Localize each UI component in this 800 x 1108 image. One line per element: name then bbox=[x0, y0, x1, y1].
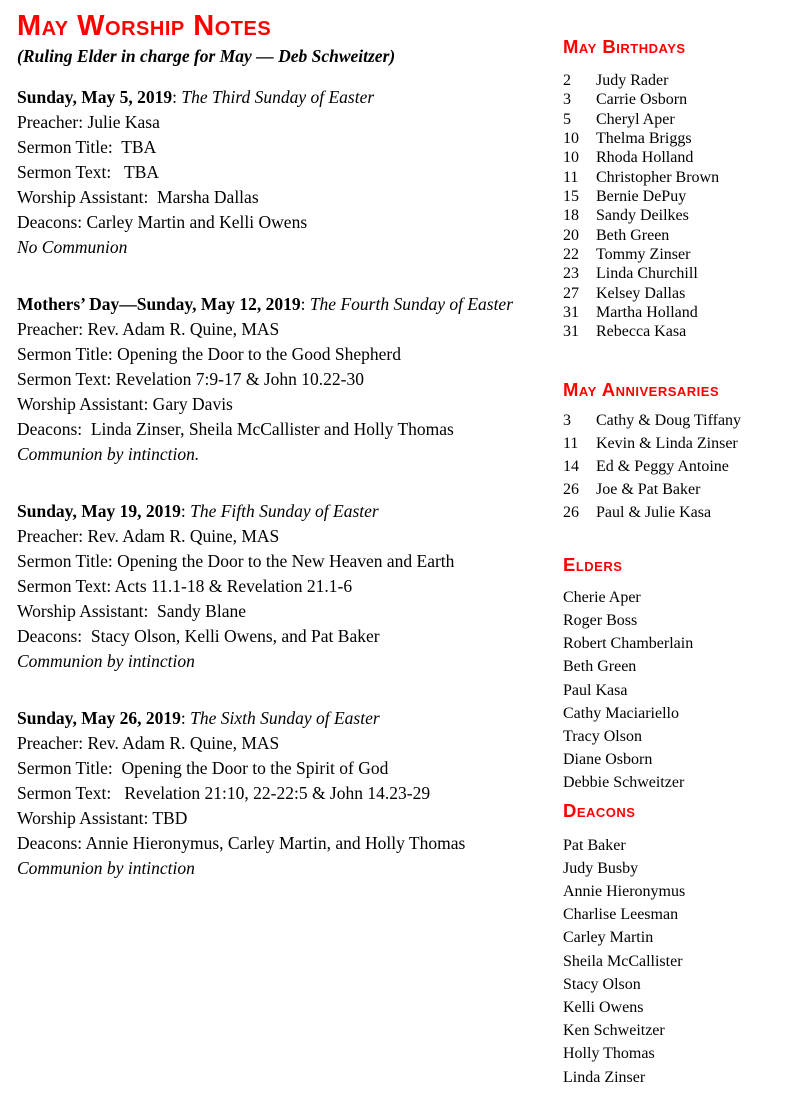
birthdays-list bbox=[563, 71, 790, 342]
birthday-day: 27 bbox=[563, 284, 579, 302]
service-detail-line: Sermon Text: Revelation 21:10, 22-22:5 & John 14.23-29 bbox=[17, 783, 431, 803]
birthday-row bbox=[563, 110, 790, 129]
anniversary-names: Joe & Pat Baker bbox=[596, 480, 701, 498]
birthday-row bbox=[563, 245, 790, 264]
communion-note: No Communion bbox=[17, 237, 128, 257]
birthday-day: 18 bbox=[563, 207, 579, 225]
service-detail-line: Preacher: Rev. Adam R. Quine, MAS bbox=[17, 526, 280, 546]
birthday-row bbox=[563, 71, 790, 90]
service-heading bbox=[17, 499, 553, 524]
ruling-elder-note: (Ruling Elder in charge for May — Deb Schweitzer) bbox=[17, 46, 396, 66]
anniversary-row bbox=[563, 455, 790, 478]
birthday-row bbox=[563, 187, 790, 206]
service-detail-line: Deacons: Linda Zinser, Sheila McCallister and Holly Thomas bbox=[17, 419, 454, 439]
deacons-heading: Deacons bbox=[563, 799, 636, 821]
elders-heading: Elders bbox=[563, 553, 623, 575]
service-detail-line: Worship Assistant: TBD bbox=[17, 808, 188, 828]
deacon-name: Carley Martin bbox=[563, 929, 654, 947]
service-detail-line: Deacons: Stacy Olson, Kelli Owens, and Pat Baker bbox=[17, 626, 380, 646]
birthday-row bbox=[563, 322, 790, 341]
service-detail-lines bbox=[17, 317, 553, 442]
deacon-name: Charlise Leesman bbox=[563, 906, 679, 924]
service-detail-lines bbox=[17, 731, 553, 856]
deacon-name: Holly Thomas bbox=[563, 1045, 655, 1063]
birthday-name: Thelma Briggs bbox=[596, 130, 692, 148]
anniversary-day: 14 bbox=[563, 457, 579, 475]
birthday-name: Beth Green bbox=[596, 226, 670, 244]
service-detail-lines bbox=[17, 110, 553, 235]
anniversary-row bbox=[563, 432, 790, 455]
elder-name: Cathy Maciariello bbox=[563, 704, 679, 722]
service-block-may-5 bbox=[17, 85, 553, 260]
birthday-row bbox=[563, 168, 790, 187]
service-detail-line: Deacons: Annie Hieronymus, Carley Martin, and Holly Thomas bbox=[17, 833, 466, 853]
elder-name: Robert Chamberlain bbox=[563, 635, 694, 653]
service-detail-line: Deacons: Carley Martin and Kelli Owens bbox=[17, 212, 308, 232]
birthday-day: 23 bbox=[563, 265, 579, 283]
service-date: Sunday, May 26, 2019 bbox=[17, 708, 181, 728]
birthday-name: Cheryl Aper bbox=[596, 110, 675, 128]
birthday-row bbox=[563, 226, 790, 245]
birthday-day: 10 bbox=[563, 149, 579, 167]
birthday-name: Martha Holland bbox=[596, 304, 698, 322]
service-block-may-12 bbox=[17, 292, 553, 467]
deacon-name: Kelli Owens bbox=[563, 999, 644, 1017]
service-season: The Fourth Sunday of Easter bbox=[309, 294, 514, 314]
page-title: May Worship Notes bbox=[17, 10, 272, 42]
elder-name: Paul Kasa bbox=[563, 681, 628, 699]
service-detail-line: Worship Assistant: Marsha Dallas bbox=[17, 187, 259, 207]
anniversary-row bbox=[563, 501, 790, 524]
birthday-name: Christopher Brown bbox=[596, 168, 720, 186]
birthday-day: 22 bbox=[563, 246, 579, 264]
service-detail-line: Preacher: Rev. Adam R. Quine, MAS bbox=[17, 319, 280, 339]
service-season: The Sixth Sunday of Easter bbox=[190, 708, 380, 728]
anniversaries-heading: May Anniversaries bbox=[563, 378, 720, 400]
service-detail-line: Sermon Title: Opening the Door to the Spirit of God bbox=[17, 758, 389, 778]
service-heading-separator: : bbox=[180, 708, 191, 728]
anniversary-row bbox=[563, 409, 790, 432]
birthday-day: 3 bbox=[563, 91, 571, 109]
anniversary-names: Paul & Julie Kasa bbox=[596, 503, 712, 521]
service-heading bbox=[17, 85, 553, 110]
birthday-day: 2 bbox=[563, 72, 571, 89]
birthday-day: 11 bbox=[563, 168, 579, 186]
elder-name: Cherie Aper bbox=[563, 588, 641, 606]
service-detail-line: Worship Assistant: Gary Davis bbox=[17, 394, 233, 414]
anniversary-names: Kevin & Linda Zinser bbox=[596, 434, 738, 452]
birthday-day: 20 bbox=[563, 226, 579, 244]
deacon-name: Judy Busby bbox=[563, 859, 639, 877]
service-detail-line: Preacher: Julie Kasa bbox=[17, 112, 160, 132]
birthday-row bbox=[563, 303, 790, 322]
anniversary-day: 3 bbox=[563, 411, 571, 429]
elder-name: Tracy Olson bbox=[563, 728, 642, 746]
birthday-name: Rhoda Holland bbox=[596, 149, 694, 167]
birthday-name: Sandy Deilkes bbox=[596, 207, 689, 225]
service-block-may-19 bbox=[17, 499, 553, 674]
service-detail-line: Preacher: Rev. Adam R. Quine, MAS bbox=[17, 733, 280, 753]
service-date: Sunday, May 19, 2019 bbox=[17, 501, 181, 521]
sidebar-column bbox=[563, 0, 790, 1108]
service-season: The Third Sunday of Easter bbox=[181, 87, 375, 107]
service-heading-separator: : bbox=[300, 294, 310, 314]
birthday-name: Bernie DePuy bbox=[596, 188, 687, 206]
birthday-row bbox=[563, 148, 790, 167]
birthday-name: Kelsey Dallas bbox=[596, 284, 686, 302]
birthday-row bbox=[563, 129, 790, 148]
anniversaries-list bbox=[563, 409, 790, 524]
elders-list bbox=[563, 586, 790, 795]
birthday-name: Judy Rader bbox=[596, 72, 669, 89]
deacon-name: Annie Hieronymus bbox=[563, 883, 686, 901]
service-detail-line: Sermon Title: TBA bbox=[17, 137, 157, 157]
communion-note: Communion by intinction bbox=[17, 858, 195, 878]
elder-name: Beth Green bbox=[563, 658, 637, 676]
service-detail-line: Sermon Title: Opening the Door to the Good Shepherd bbox=[17, 344, 402, 364]
anniversary-day: 11 bbox=[563, 434, 579, 452]
birthday-row bbox=[563, 264, 790, 283]
birthday-day: 10 bbox=[563, 130, 579, 148]
service-detail-line: Worship Assistant: Sandy Blane bbox=[17, 601, 247, 621]
deacon-name: Stacy Olson bbox=[563, 975, 641, 993]
elder-name: Debbie Schweitzer bbox=[563, 774, 685, 792]
birthday-row bbox=[563, 90, 790, 109]
service-heading-separator: : bbox=[180, 501, 191, 521]
anniversary-names: Cathy & Doug Tiffany bbox=[596, 411, 742, 429]
service-heading bbox=[17, 292, 553, 317]
anniversary-day: 26 bbox=[563, 480, 579, 498]
service-season: The Fifth Sunday of Easter bbox=[190, 501, 379, 521]
communion-note: Communion by intinction. bbox=[17, 444, 200, 464]
service-date: Mothers’ Day—Sunday, May 12, 2019 bbox=[17, 294, 301, 314]
birthday-day: 5 bbox=[563, 110, 571, 128]
birthday-day: 15 bbox=[563, 188, 579, 206]
birthday-name: Carrie Osborn bbox=[596, 91, 688, 109]
birthday-name: Rebecca Kasa bbox=[596, 323, 687, 341]
elder-name: Roger Boss bbox=[563, 612, 638, 630]
birthday-row bbox=[563, 206, 790, 225]
anniversary-row bbox=[563, 478, 790, 501]
deacon-name: Ken Schweitzer bbox=[563, 1022, 665, 1040]
deacons-list bbox=[563, 834, 790, 1089]
birthday-name: Tommy Zinser bbox=[596, 246, 691, 264]
birthday-day: 31 bbox=[563, 323, 579, 341]
service-block-may-26 bbox=[17, 706, 553, 881]
elder-name: Diane Osborn bbox=[563, 751, 653, 769]
service-detail-line: Sermon Title: Opening the Door to the New Heaven and Earth bbox=[17, 551, 455, 571]
deacon-name: Pat Baker bbox=[563, 836, 626, 854]
service-heading-separator: : bbox=[172, 87, 182, 107]
service-heading bbox=[17, 706, 553, 731]
communion-note: Communion by intinction bbox=[17, 651, 195, 671]
service-detail-line: Sermon Text: Revelation 7:9-17 & John 10.22-30 bbox=[17, 369, 364, 389]
birthday-day: 31 bbox=[563, 304, 579, 322]
anniversary-names: Ed & Peggy Antoine bbox=[596, 457, 729, 475]
birthdays-heading: May Birthdays bbox=[563, 36, 686, 57]
service-detail-line: Sermon Text: Acts 11.1-18 & Revelation 21.1-6 bbox=[17, 576, 353, 596]
deacon-name: Linda Zinser bbox=[563, 1068, 646, 1086]
birthday-row bbox=[563, 284, 790, 303]
service-detail-lines bbox=[17, 524, 553, 649]
deacon-name: Sheila McCallister bbox=[563, 952, 683, 970]
service-date: Sunday, May 5, 2019 bbox=[17, 87, 173, 107]
birthday-name: Linda Churchill bbox=[596, 265, 698, 283]
service-detail-line: Sermon Text: TBA bbox=[17, 162, 160, 182]
anniversary-day: 26 bbox=[563, 503, 579, 521]
